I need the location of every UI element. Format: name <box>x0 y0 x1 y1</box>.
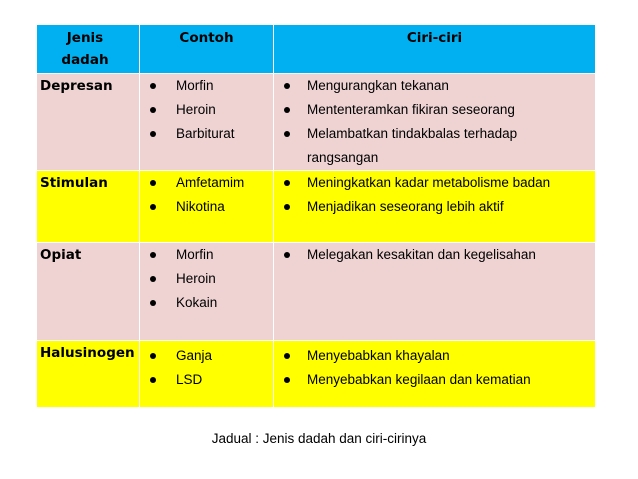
examples-cell <box>140 243 274 341</box>
list-item: Meningkatkan kadar metabolisme badan <box>274 171 595 195</box>
header-row <box>37 25 596 74</box>
traits-cell <box>274 74 596 171</box>
list-item: Nikotina <box>140 195 273 219</box>
bullet-icon <box>150 131 156 137</box>
list-item: LSD <box>140 368 273 392</box>
table-row-stimulan <box>37 171 596 243</box>
traits-cell <box>274 171 596 243</box>
list-item: Menyebabkan khayalan <box>274 344 595 368</box>
list-item: Morfin <box>140 74 273 98</box>
bullet-icon <box>284 131 290 137</box>
bullet-icon <box>150 252 156 258</box>
list-item: Menjadikan seseorang lebih aktif <box>274 195 595 219</box>
list-item: Heroin <box>140 98 273 122</box>
bullet-icon <box>150 204 156 210</box>
drug-types-table <box>36 24 596 408</box>
examples-cell <box>140 171 274 243</box>
list-item: Mententeramkan fikiran seseorang <box>274 98 595 122</box>
bullet-icon <box>150 107 156 113</box>
traits-cell <box>274 243 596 341</box>
list-item: Mengurangkan tekanan <box>274 74 595 98</box>
examples-cell <box>140 74 274 171</box>
list-item: Heroin <box>140 267 273 291</box>
list-item: Barbiturat <box>140 122 273 146</box>
bullet-icon <box>284 377 290 383</box>
list-item: Melegakan kesakitan dan kegelisahan <box>274 243 595 267</box>
bullet-icon <box>150 180 156 186</box>
table-row-depresan <box>37 74 596 171</box>
bullet-icon <box>150 276 156 282</box>
list-item: Morfin <box>140 243 273 267</box>
bullet-icon <box>150 300 156 306</box>
bullet-icon <box>284 252 290 258</box>
drug-type-cell: Depresan <box>37 74 140 171</box>
table-row-halusinogen <box>37 341 596 408</box>
header-jenis-dadah: Jenis dadah <box>37 25 140 74</box>
list-item: Amfetamim <box>140 171 273 195</box>
list-item: Menyebabkan kegilaan dan kematian <box>274 368 595 392</box>
bullet-icon <box>284 353 290 359</box>
drug-type-cell: Opiat <box>37 243 140 341</box>
examples-cell <box>140 341 274 408</box>
bullet-icon <box>284 204 290 210</box>
list-item: Kokain <box>140 291 273 315</box>
bullet-icon <box>150 353 156 359</box>
header-ciri-ciri: Ciri-ciri <box>274 25 596 74</box>
bullet-icon <box>150 83 156 89</box>
table-caption: Jadual : Jenis dadah dan ciri-cirinya <box>211 431 427 446</box>
list-item: Ganja <box>140 344 273 368</box>
list-item: Melambatkan tindakbalas terhadap rangsangan <box>274 122 595 170</box>
bullet-icon <box>150 377 156 383</box>
traits-cell <box>274 341 596 408</box>
drug-type-cell: Halusinogen <box>37 341 140 408</box>
table-row-opiat <box>37 243 596 341</box>
bullet-icon <box>284 180 290 186</box>
bullet-icon <box>284 107 290 113</box>
header-contoh: Contoh <box>140 25 274 74</box>
bullet-icon <box>284 83 290 89</box>
drug-type-cell: Stimulan <box>37 171 140 243</box>
